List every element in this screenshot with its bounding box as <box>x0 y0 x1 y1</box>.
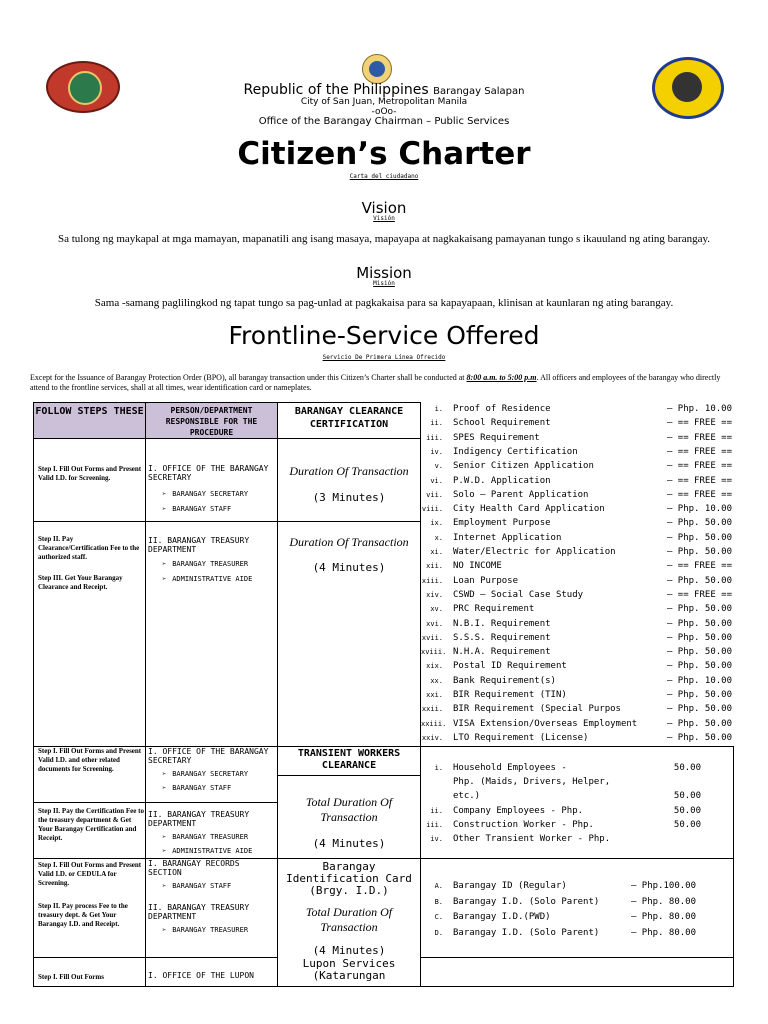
fee-amount: – Php.100.00 <box>630 881 696 891</box>
brgy-id-office-2-staff: ➢ BARANGAY TREASURER <box>162 926 277 935</box>
fee-amount: – == FREE == <box>666 446 732 457</box>
fee-number: i. <box>434 405 443 413</box>
philippine-coat-of-arms-seal <box>362 54 392 84</box>
clearance-step-1: Step I. Fill Out Forms and Present Valid I.D. for Screening. <box>38 465 142 482</box>
fee-amount: 50.00 <box>673 763 701 773</box>
duration-value: (4 Minutes) <box>312 561 386 574</box>
fee-row <box>421 574 732 588</box>
vision-translation: Visión <box>373 215 395 222</box>
frontline-heading: Frontline-Service Offered <box>228 321 540 350</box>
fee-number: xiv. <box>426 590 443 599</box>
fee-label: BIR Requirement (TIN) <box>453 690 567 700</box>
fee-number: xvi. <box>426 619 443 628</box>
fee-number: ix. <box>430 519 443 528</box>
fee-amount: – == FREE == <box>666 432 732 443</box>
fee-amount: – Php. 10.00 <box>666 675 732 686</box>
city-line: City of San Juan, Metropolitan Manila <box>300 97 468 107</box>
clearance-duration-1-cell <box>277 438 421 522</box>
fee-number: xx. <box>430 676 443 685</box>
fee-number: xiii. <box>421 576 443 585</box>
fee-row <box>421 879 721 893</box>
separator: -oOo- <box>371 107 397 117</box>
fee-label: Solo – Parent Application <box>453 489 589 500</box>
mission-translation: Misión <box>373 280 395 287</box>
fee-number: vii. <box>426 490 443 499</box>
fee-row <box>421 804 721 818</box>
header-follow-steps: FOLLOW STEPS THESE <box>33 402 146 439</box>
page-title-translation: Carta del ciudadano <box>349 173 419 180</box>
clearance-step-2-cell <box>33 521 146 747</box>
fee-row <box>421 474 732 488</box>
clearance-duration-2-cell <box>277 521 421 747</box>
fee-row <box>421 559 732 573</box>
fee-row <box>421 431 732 445</box>
fee-amount: – == FREE == <box>666 418 732 429</box>
republic-heading: Republic of the Philippines Barangay Salapan <box>243 82 525 98</box>
fee-number: iii. <box>426 820 443 829</box>
vision-text: Sa tulong ng maykapal at mga mamayan, mapanatili ang isang masaya, mapayapa at nagkakaisang pamayanan tungo s ikauuland ng ating barangay. <box>57 233 711 245</box>
fee-row <box>421 617 732 631</box>
fee-label: Barangay I.D. (Solo Parent) <box>453 927 600 938</box>
fee-amount: – Php. 50.00 <box>666 661 732 672</box>
fee-label: NO INCOME <box>453 561 502 572</box>
office-hours: 8:00 a.m. to 5:00 p.m <box>466 373 537 382</box>
fee-label: Barangay I.D.(PWD) <box>453 912 551 922</box>
fee-label: Senior Citizen Application <box>453 461 594 472</box>
transient-step-2-cell <box>33 802 146 859</box>
fee-amount: – Php. 80.00 <box>630 896 696 907</box>
fee-label: Indigency Certification <box>453 446 578 457</box>
fee-number: ii. <box>430 806 443 815</box>
clearance-office-2: II. BARANGAY TREASURY DEPARTMENT <box>148 536 250 554</box>
fee-row <box>421 516 732 530</box>
fee-number: D. <box>434 928 443 937</box>
fee-number: B. <box>434 897 443 906</box>
fee-label: Barangay ID (Regular) <box>453 881 567 891</box>
fee-label: SPES Requirement <box>453 432 540 443</box>
fee-number: ii. <box>430 419 443 428</box>
fee-label: PRC Requirement <box>453 604 535 615</box>
lupon-office-cell <box>145 957 278 987</box>
fee-number: C. <box>434 913 443 921</box>
fee-amount: – Php. 50.00 <box>666 632 732 643</box>
fee-row <box>421 717 732 731</box>
fee-amount: – Php. 10.00 <box>666 404 732 414</box>
clearance-step-3: Step III. Get Your Barangay Clearance and Receipt. <box>38 574 123 591</box>
fee-amount: – Php. 50.00 <box>666 704 732 715</box>
fee-number: iv. <box>430 447 443 456</box>
fee-number: xii. <box>426 562 443 571</box>
fee-label: etc.) <box>453 791 481 802</box>
fee-row <box>421 674 732 688</box>
fee-amount: – Php. 80.00 <box>630 912 696 922</box>
fee-row <box>421 702 732 716</box>
mission-text: Sama -samang paglilingkod ng tapat tungo sa pag-unlad at pagkakaisa para sa kapayapaan, klinisan at kaunlaran ng ating barangay. <box>94 297 674 309</box>
brgy-id-fee-list <box>421 879 721 949</box>
clearance-office-1-cell <box>145 438 278 522</box>
fee-row <box>421 731 732 745</box>
duration-label: Total Duration Of Transaction <box>305 795 393 824</box>
fee-amount: – == FREE == <box>666 561 732 572</box>
fee-row <box>421 402 732 416</box>
clearance-fee-list <box>421 402 732 746</box>
lupon-step-1: Step I. Fill Out Forms <box>38 973 104 981</box>
brgy-id-office-1-staff: ➢ BARANGAY STAFF <box>162 882 277 891</box>
transient-office-1: I. OFFICE OF THE BARANGAY SECRETARY <box>148 747 269 765</box>
fee-label: S.S.S. Requirement <box>453 632 551 643</box>
fee-number: A. <box>434 882 443 890</box>
fee-amount: – Php. 10.00 <box>666 504 732 515</box>
fee-number: xxi. <box>426 691 443 699</box>
fee-row <box>421 688 732 702</box>
fee-label: N.B.I. Requirement <box>453 618 551 629</box>
clearance-office-2-staff: ➢ BARANGAY TREASURER <box>162 560 277 569</box>
brgy-id-office-1: I. BARANGAY RECORDS SECTION <box>148 859 240 877</box>
clearance-office-2-cell <box>145 521 278 747</box>
page-title: Citizen’s Charter <box>237 136 531 172</box>
duration-label: Duration Of Transaction <box>289 535 409 549</box>
fee-number: viii. <box>421 505 443 514</box>
fee-row <box>421 445 732 459</box>
fee-label: CSWD – Social Case Study <box>453 589 584 600</box>
fee-number: xvii. <box>421 633 443 642</box>
duration-value: (4 Minutes) <box>312 837 386 850</box>
fee-amount: – Php. 50.00 <box>666 575 732 586</box>
fee-amount: – Php. 50.00 <box>666 518 732 529</box>
clearance-office-2-staff: ➢ ADMINISTRATIVE AIDE <box>162 575 277 584</box>
fee-amount: 50.00 <box>673 805 701 816</box>
fee-row <box>421 789 721 803</box>
fee-label: BIR Requirement (Special Purpos <box>453 704 621 715</box>
services-table <box>33 402 734 1022</box>
brgy-id-title-cell <box>277 858 421 958</box>
fee-row <box>421 602 732 616</box>
brgy-id-title: Barangay Identification Card (Brgy. I.D.) <box>286 860 412 897</box>
fee-amount: – Php. 50.00 <box>666 532 732 543</box>
fee-row <box>421 416 732 430</box>
fee-number: vi. <box>430 476 443 485</box>
transient-office-1-cell <box>145 746 278 803</box>
transient-step-1: Step I. Fill Out Forms and Present Valid I.D. and other related documents for Screening. <box>38 747 142 773</box>
fee-label: Water/Electric for Application <box>453 547 616 557</box>
fee-number: xviii. <box>421 648 447 657</box>
transient-title-cell <box>277 746 421 776</box>
office-hours-notice: Except for the Issuance of Barangay Protection Order (BPO), all barangay transaction under this Citizen’s Charter shall be conducted at 8:00 a.m. to 5:00 p.m. All officers and employees of the barangay who directly attend to the frontline services, shall at all times, wear identification card or nameplates. <box>30 373 721 392</box>
fee-label: P.W.D. Application <box>453 475 551 486</box>
brgy-id-fees-cell <box>421 858 734 958</box>
fee-label: VISA Extension/Overseas Employment <box>453 718 638 729</box>
fee-row <box>421 832 721 846</box>
duration-value: (3 Minutes) <box>312 491 386 504</box>
lupon-fees-cell <box>421 957 734 987</box>
fee-row <box>421 459 732 473</box>
fee-label: Php. (Maids, Drivers, Helper, <box>453 777 611 788</box>
fee-row <box>421 645 732 659</box>
fee-label: City Health Card Application <box>453 504 605 515</box>
fee-number: iv. <box>430 835 443 843</box>
fee-number: xxiv. <box>421 733 443 742</box>
fee-label: Household Employees - <box>453 763 567 773</box>
lupon-step-cell <box>33 957 146 987</box>
fee-amount: – Php. 80.00 <box>630 927 696 938</box>
fee-number: v. <box>434 462 443 471</box>
clearance-office-1-staff: ➢ BARANGAY STAFF <box>162 505 277 514</box>
fee-label: Barangay I.D. (Solo Parent) <box>453 896 600 907</box>
fee-amount: – == FREE == <box>666 589 732 600</box>
fee-row <box>421 895 721 909</box>
fee-label: LTO Requirement (License) <box>453 732 589 743</box>
fee-amount: – Php. 50.00 <box>666 604 732 615</box>
transient-fee-list <box>421 761 721 857</box>
fee-row <box>421 588 732 602</box>
brgy-id-office-2: II. BARANGAY TREASURY DEPARTMENT <box>148 903 250 921</box>
fee-label: Proof of Residence <box>453 404 551 414</box>
barangay-name: Barangay Salapan <box>433 86 525 97</box>
fee-label: N.H.A. Requirement <box>453 647 551 658</box>
fee-amount: – == FREE == <box>666 461 732 472</box>
frontline-translation: Servicio De Primera Línea Ofrecido <box>322 354 446 361</box>
brgy-id-step-2: Step II. Pay process Fee to the treasury dept. & Get Your Barangay I.D. and Receipt. <box>38 902 128 928</box>
transient-title: TRANSIENT WORKERS CLEARANCE <box>297 748 401 771</box>
fee-row <box>421 488 732 502</box>
mission-heading: Mission <box>356 264 412 282</box>
fee-number: x. <box>434 533 443 542</box>
transient-office-2-cell <box>145 802 278 859</box>
clearance-office-1-staff: ➢ BARANGAY SECRETARY <box>162 490 277 499</box>
transient-office-2-staff: ➢ ADMINISTRATIVE AIDE <box>162 847 277 856</box>
fee-amount: 50.00 <box>673 791 701 802</box>
lupon-title: Lupon Services (Katarungan <box>302 957 396 982</box>
brgy-id-office-cell <box>145 858 278 958</box>
fee-number: iii. <box>426 433 443 442</box>
fee-row <box>421 910 721 924</box>
fee-amount: – == FREE == <box>666 475 732 486</box>
fee-row <box>421 659 732 673</box>
office-line: Office of the Barangay Chairman – Public Services <box>258 116 510 127</box>
fee-amount: – Php. 50.00 <box>666 547 732 557</box>
fee-label: Employment Purpose <box>453 518 551 529</box>
transient-office-1-staff: ➢ BARANGAY SECRETARY <box>162 770 277 779</box>
fee-label: Other Transient Worker - Php. <box>453 834 611 844</box>
fee-amount: – Php. 50.00 <box>666 732 732 743</box>
fee-amount: – Php. 50.00 <box>666 618 732 629</box>
fee-label: School Requirement <box>453 418 551 429</box>
fee-row <box>421 631 732 645</box>
brgy-id-steps-cell <box>33 858 146 958</box>
transient-office-2-staff: ➢ BARANGAY TREASURER <box>162 833 277 842</box>
vision-heading: Vision <box>361 199 407 217</box>
header-clearance: BARANGAY CLEARANCE CERTIFICATION <box>277 402 421 439</box>
fee-row <box>421 775 721 789</box>
clearance-office-1: I. OFFICE OF THE BARANGAY SECRETARY <box>148 464 269 482</box>
fee-label: Construction Worker - Php. <box>453 819 594 830</box>
transient-fees-cell <box>421 746 734 859</box>
fee-label: Bank Requirement(s) <box>453 675 556 686</box>
duration-label: Total Duration Of Transaction <box>305 905 393 934</box>
fee-label: Internet Application <box>453 532 562 543</box>
fee-row <box>421 761 721 775</box>
duration-label: Duration Of Transaction <box>289 464 409 478</box>
fee-row <box>421 926 721 940</box>
fee-row <box>421 818 721 832</box>
lupon-office-1: I. OFFICE OF THE LUPON <box>148 971 254 980</box>
transient-step-2: Step II. Pay the Certification Fee to the treasury department & Get Your Barangay Certification and Receipt. <box>38 807 144 842</box>
transient-step-1-cell <box>33 746 146 803</box>
fee-number: xxiii. <box>421 719 447 728</box>
fee-amount: – Php. 50.00 <box>666 718 732 729</box>
brgy-id-step-1: Step I. Fill Out Forms and Present Valid I.D. or CEDULA for Screening. <box>38 861 142 887</box>
fee-number: xi. <box>430 548 443 556</box>
fee-row <box>421 531 732 545</box>
fee-amount: – Php. 50.00 <box>666 690 732 700</box>
fee-number: xxii. <box>421 705 443 714</box>
fee-row <box>421 502 732 516</box>
fee-label: Company Employees - Php. <box>453 805 584 816</box>
transient-office-1-staff: ➢ BARANGAY STAFF <box>162 784 277 793</box>
fee-number: xv. <box>430 605 443 614</box>
fee-amount: – == FREE == <box>666 489 732 500</box>
fee-amount: 50.00 <box>673 819 701 830</box>
duration-value: (4 Minutes) <box>312 944 386 957</box>
fee-label: Loan Purpose <box>453 575 519 586</box>
fee-label: Postal ID Requirement <box>453 661 567 672</box>
clearance-step-2: Step II. Pay Clearance/Certification Fee to the authorized staff. <box>38 535 140 561</box>
fee-amount: – Php. 50.00 <box>666 647 732 658</box>
fee-number: xix. <box>426 662 443 671</box>
lupon-title-cell <box>277 957 421 987</box>
transient-office-2: II. BARANGAY TREASURY DEPARTMENT <box>148 810 250 828</box>
transient-duration-cell <box>277 775 421 859</box>
header-person-responsible: PERSON/DEPARTMENT RESPONSIBLE FOR THE PROCEDURE <box>145 402 278 439</box>
fee-row <box>421 545 732 559</box>
fee-number: i. <box>434 764 443 772</box>
clearance-step-1-cell <box>33 438 146 522</box>
